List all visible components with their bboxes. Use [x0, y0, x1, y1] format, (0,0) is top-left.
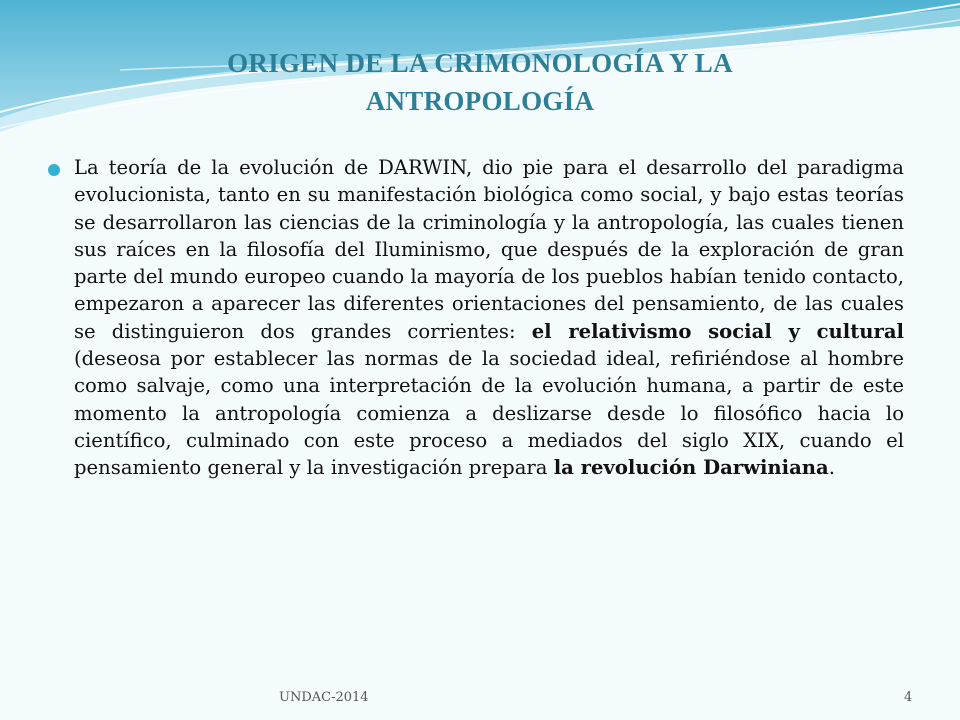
body-bold-revolucion: la revolución Darwiniana: [553, 456, 829, 480]
body-bold-relativismo: el relativismo social y cultural: [531, 319, 904, 343]
body-text-part-1: La teoría de la evolución de DARWIN, dio pie para el desarrollo del paradigma evolucionista, tanto en su manifestación biológica como social, y bajo estas teorías se desarrollaron las ciencias de la criminología y la antropología, las cuales tienen sus raíces en la filosofía del Iluminismo, que después de la exploración de gran parte del mundo europeo cuando la mayoría de los pueblos habían tenido contacto, empezaron a aparecer las diferentes orientaciones del pensamiento, de las cuales se distinguieron dos grandes corrientes:: [74, 156, 904, 343]
bullet-icon: [48, 164, 60, 176]
body-paragraph: [74, 154, 904, 482]
body-text-part-3: .: [828, 456, 835, 480]
page-number: 4: [904, 690, 913, 705]
slide-title: [130, 44, 830, 120]
body-text-part-2: (deseosa por establecer las normas de la sociedad ideal, refiriéndose al hombre como salvaje, como una interpretación de la evolución humana, a partir de este momento la antropología comienza a deslizarse desde lo filosófico hacia lo científico, culminado con este proceso a mediados del siglo XIX, cuando el pensamiento general y la investigación prepara: [74, 347, 904, 480]
slide-title-line-1: ORIGEN DE LA CRIMONOLOGÍA Y LA: [227, 48, 733, 78]
footer-text: UNDAC-2014: [279, 690, 369, 705]
slide-title-line-2: ANTROPOLOGÍA: [365, 86, 595, 116]
